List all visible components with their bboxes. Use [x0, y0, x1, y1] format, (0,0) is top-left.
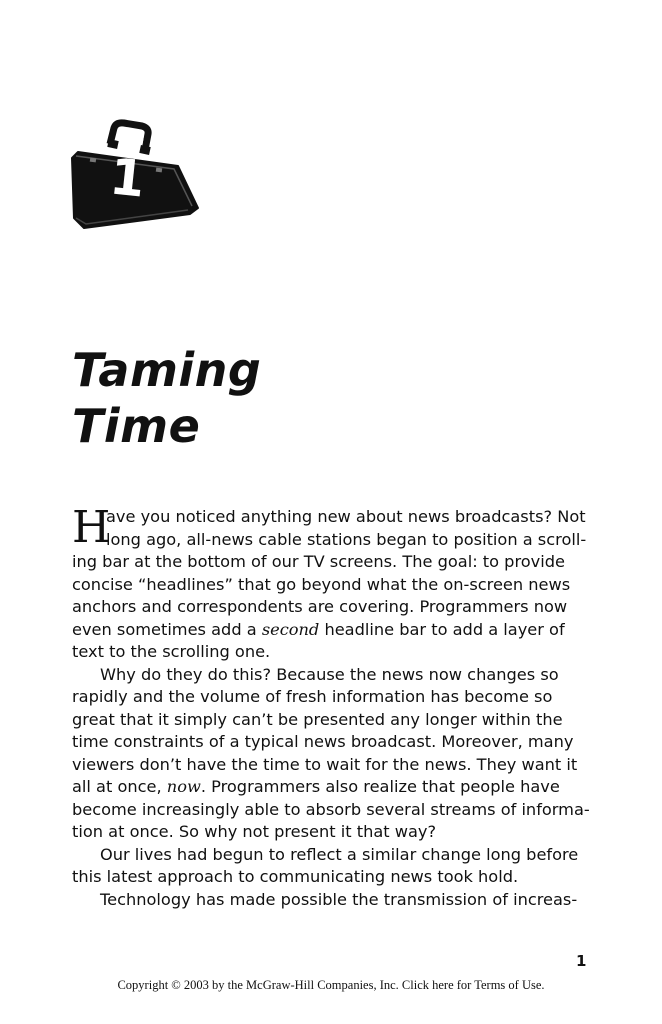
chapter-title-line-2: Time — [72, 399, 201, 453]
text-line: this latest approach to communicating news took hold. — [72, 867, 519, 886]
chapter-title-line-1: Taming — [72, 343, 262, 397]
text-line: Why do they do this? Because the news now changes so — [100, 664, 559, 684]
text-line: rapidly and the volume of fresh information has become so — [72, 687, 553, 706]
text-line: concise “headlines” that go beyond what the on-screen news — [72, 574, 571, 594]
emphasis-text: second — [261, 619, 320, 639]
text-line: great that it simply can’t be presented any longer within the — [72, 709, 563, 729]
text-line — [72, 619, 592, 642]
chapter-title — [72, 342, 261, 454]
text-run: even sometimes add a — [72, 619, 262, 639]
text-line — [72, 776, 592, 799]
emphasis-text: now — [166, 777, 201, 796]
text-line: Technology has made possible the transmission of increas- — [100, 889, 578, 909]
text-line: viewers don’t have the time to wait for the news. They want it — [72, 754, 578, 774]
chapter-number-badge — [70, 118, 202, 230]
text-run: . Programmers also realize that people have — [200, 777, 560, 796]
page-number: 1 — [576, 952, 587, 970]
text-line: anchors and correspondents are covering. Programmers now — [72, 597, 568, 616]
text-line: Our lives had begun to reflect a similar change long before — [100, 844, 579, 864]
copyright-link[interactable]: Copyright © 2003 by the McGraw-Hill Companies, Inc. Click here for Terms of Use. — [117, 978, 545, 992]
text-line: ing bar at the bottom of our TV screens. The goal: to provide — [72, 552, 565, 571]
chapter-number: 1 — [107, 147, 148, 209]
text-line: text to the scrolling one. — [72, 642, 271, 661]
text-line: tion at once. So why not present it that way? — [72, 822, 437, 841]
body-text — [72, 502, 592, 911]
text-run: headline bar to add a layer of — [319, 619, 565, 639]
text-line: time constraints of a typical news broadcast. Moreover, many — [72, 732, 574, 751]
text-run: all at once, — [72, 777, 167, 796]
text-line: become increasingly able to absorb several streams of informa- — [72, 799, 590, 819]
text-line: long ago, all-news cable stations began to position a scroll- — [106, 529, 587, 549]
text-line: ave you noticed anything new about news broadcasts? Not — [106, 507, 586, 526]
drop-cap: H — [72, 502, 111, 553]
